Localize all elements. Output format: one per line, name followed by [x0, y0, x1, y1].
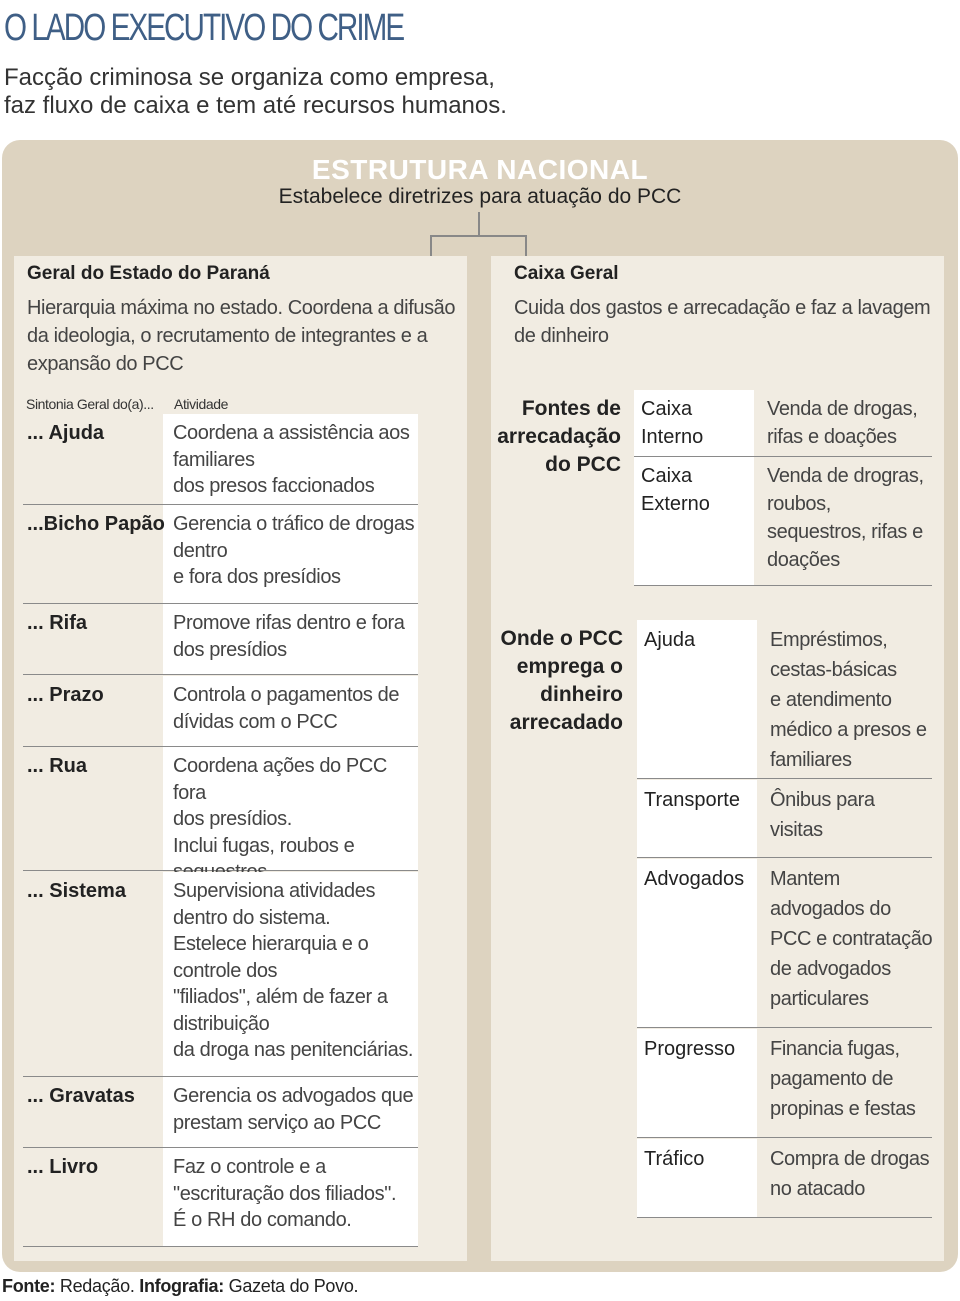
infographic-title: O LADO EXECUTIVO DO CRIME — [4, 7, 404, 49]
text-line: Transporte — [644, 789, 740, 811]
text-line: advogados do — [770, 898, 891, 920]
text-line: Venda de drogas, — [767, 398, 918, 420]
text-line: É o RH do comando. — [173, 1209, 352, 1231]
connector-right-drop — [525, 235, 527, 256]
text-line: Supervisiona atividades — [173, 880, 376, 902]
text-line: Venda de drogras, — [767, 465, 924, 487]
table-row — [637, 780, 932, 858]
text-line: sequestros, rifas e — [767, 521, 923, 543]
item-desc — [770, 864, 938, 1014]
item-desc — [770, 625, 938, 775]
source-label: Fonte: — [2, 1276, 56, 1296]
item-name — [644, 1034, 759, 1064]
table-row — [23, 747, 418, 871]
text-line: particulares — [770, 988, 869, 1010]
text-line: do PCC — [545, 453, 621, 476]
item-name — [641, 462, 756, 518]
text-line: Gerencia o tráfico de drogas — [173, 513, 415, 535]
item-desc — [770, 785, 938, 845]
role-name: ... Livro — [27, 1156, 99, 1178]
item-desc — [770, 1034, 938, 1124]
desc-line: expansão do PCC — [27, 353, 184, 375]
infographic-subtitle — [4, 64, 804, 120]
text-line: Tráfico — [644, 1148, 705, 1170]
text-line: e atendimento — [770, 689, 892, 711]
group-label — [497, 625, 623, 737]
text-line: dinheiro — [540, 683, 623, 706]
desc-line: Cuida dos gastos e arrecadação e faz a lavagem — [514, 297, 931, 319]
text-line: dentro — [173, 539, 228, 562]
text-line: pagamento de — [770, 1068, 894, 1090]
text-line: Ônibus para — [770, 789, 875, 811]
text-line: dos presídios — [173, 638, 287, 661]
connector-left-drop — [430, 235, 432, 256]
state-panel-title: Geral do Estado do Paraná — [27, 263, 270, 284]
item-name — [641, 395, 756, 451]
text-line: familiares — [770, 749, 852, 771]
text-line: Promove rifas dentro e fora — [173, 612, 405, 634]
role-activity — [173, 1154, 418, 1234]
text-line: prestam serviço ao PCC — [173, 1111, 381, 1134]
table-row — [637, 859, 932, 1028]
item-desc — [767, 395, 935, 451]
text-line: e fora dos presídios — [173, 566, 341, 588]
text-line: Inclui fugas, roubos e — [173, 834, 355, 857]
table-row — [637, 620, 932, 779]
role-activity — [173, 878, 418, 1064]
item-name — [644, 625, 759, 655]
text-line: Controla o pagamentos de — [173, 684, 400, 706]
national-structure-desc: Estabelece diretrizes para atuação do PCC — [278, 185, 682, 208]
group-label — [497, 395, 621, 479]
text-line: Mantem — [770, 868, 840, 890]
table-row — [634, 457, 932, 586]
connector-vertical — [478, 212, 480, 236]
text-line: de advogados — [770, 958, 891, 980]
source-credit — [2, 1275, 358, 1297]
text-line: Estelece hierarquia e o — [173, 933, 369, 955]
column-header-atividade: Atividade — [174, 396, 228, 412]
text-line: no atacado — [770, 1178, 865, 1200]
text-line: visitas — [770, 819, 823, 841]
text-line: arrecadado — [509, 711, 623, 734]
item-desc — [767, 462, 935, 574]
text-line: Externo — [641, 493, 710, 515]
role-activity — [173, 511, 418, 591]
text-line: Financia fugas, — [770, 1038, 900, 1060]
text-line: da droga nas penitenciárias. — [173, 1039, 414, 1061]
role-name: ...Bicho Papão — [27, 513, 165, 535]
text-line: Fontes de — [521, 397, 621, 420]
text-line: distribuição — [173, 1012, 270, 1035]
role-name: ... Sistema — [27, 880, 126, 902]
role-activity — [173, 610, 418, 663]
text-line: rifas e doações — [767, 426, 897, 448]
role-activity — [173, 420, 418, 500]
item-name — [644, 785, 759, 815]
text-line: Ajuda — [644, 629, 696, 651]
text-line: dívidas com o PCC — [173, 710, 338, 733]
item-name — [644, 1144, 759, 1174]
role-activity — [173, 1083, 418, 1136]
table-row — [23, 604, 418, 675]
source-text: Redação. — [55, 1276, 140, 1296]
text-line: PCC e contratação — [770, 928, 933, 950]
text-line: Caixa — [641, 398, 693, 420]
text-line: controle dos — [173, 959, 278, 982]
table-row — [637, 1139, 932, 1218]
text-line: arrecadação — [497, 425, 621, 448]
role-name: ... Prazo — [27, 684, 104, 706]
desc-line: de dinheiro — [514, 325, 609, 347]
role-name: ... Ajuda — [27, 422, 105, 444]
text-line: Coordena ações do PCC fora — [173, 755, 387, 804]
text-line: Progresso — [644, 1038, 736, 1060]
desc-line: Hierarquia máxima no estado. Coordena a difusão — [27, 297, 456, 319]
text-line: roubos, — [767, 493, 831, 515]
text-line: doações — [767, 549, 840, 571]
cash-panel-title: Caixa Geral — [514, 263, 619, 284]
infographic-label: Infografia: — [139, 1276, 224, 1296]
text-line: médico a presos e — [770, 719, 927, 741]
subtitle-line: faz fluxo de caixa e tem até recursos humanos. — [4, 92, 507, 119]
table-row — [23, 872, 418, 1077]
text-line: Caixa — [641, 465, 693, 487]
text-line: dos presídios. — [173, 808, 292, 830]
role-name: ... Rifa — [27, 612, 88, 634]
text-line: Gerencia os advogados que — [173, 1085, 414, 1107]
text-line: "escrituração dos filiados". — [173, 1182, 397, 1205]
text-line: Coordena a assistência aos — [173, 422, 410, 444]
table-row — [23, 1077, 418, 1148]
role-name: ... Rua — [27, 755, 88, 777]
table-row — [23, 414, 418, 505]
item-name — [644, 864, 759, 894]
text-line: Interno — [641, 426, 704, 448]
table-row — [637, 1029, 932, 1138]
state-panel-desc — [27, 294, 457, 378]
text-line: dos presos faccionados — [173, 475, 375, 497]
text-line: Onde o PCC — [500, 627, 623, 650]
table-row — [23, 1148, 418, 1247]
national-structure-title: ESTRUTURA NACIONAL — [311, 154, 649, 185]
role-activity — [173, 753, 418, 886]
desc-line: da ideologia, o recrutamento de integrantes e a — [27, 325, 428, 347]
role-name: ... Gravatas — [27, 1085, 135, 1107]
cash-panel-desc — [514, 294, 934, 350]
text-line: dentro do sistema. — [173, 906, 331, 929]
role-activity — [173, 682, 418, 735]
subtitle-line: Facção criminosa se organiza como empresa, — [4, 64, 495, 91]
text-line: Faz o controle e a — [173, 1156, 326, 1178]
table-row — [634, 390, 932, 457]
connector-horizontal — [430, 235, 527, 237]
text-line: propinas e festas — [770, 1098, 916, 1120]
text-line: Advogados — [644, 868, 745, 890]
item-desc — [770, 1144, 938, 1204]
infographic-text: Gazeta do Povo. — [223, 1276, 359, 1296]
text-line: Empréstimos, — [770, 629, 888, 651]
text-line: Compra de drogas — [770, 1148, 930, 1170]
text-line: emprega o — [516, 655, 623, 678]
text-line: cestas-básicas — [770, 659, 897, 681]
table-row — [23, 676, 418, 747]
table-row — [23, 505, 418, 604]
text-line: familiares — [173, 448, 255, 471]
text-line: "filiados", além de fazer a — [173, 986, 388, 1008]
column-header-sintonia: Sintonia Geral do(a)... — [26, 396, 154, 412]
